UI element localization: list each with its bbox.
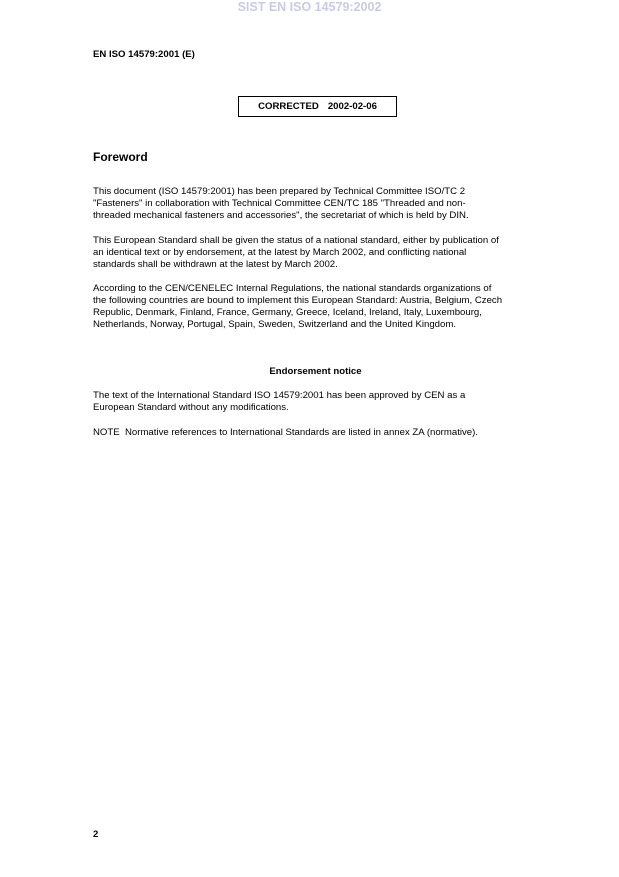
corrected-date: 2002-02-06 bbox=[327, 101, 377, 112]
text-line: European Standard without any modifications. bbox=[93, 402, 289, 413]
text-line: The text of the International Standard ISO 14579:2001 has been approved by CEN as a bbox=[93, 390, 466, 401]
text-line: standards shall be withdrawn at the latest by March 2002. bbox=[93, 259, 338, 270]
document-id: EN ISO 14579:2001 (E) bbox=[93, 49, 195, 60]
corrected-label: CORRECTED bbox=[258, 101, 319, 112]
corrected-stamp bbox=[238, 96, 397, 117]
section-title-endorsement: Endorsement notice bbox=[269, 366, 362, 377]
foreword-paragraph-2 bbox=[93, 235, 553, 271]
text-line: This European Standard shall be given the status of a national standard, either by publication of bbox=[93, 235, 499, 246]
text-line: threaded mechanical fasteners and accessories", the secretariat of which is held by DIN. bbox=[93, 210, 469, 221]
text-line: Netherlands, Norway, Portugal, Spain, Sweden, Switzerland and the United Kingdom. bbox=[93, 319, 456, 330]
text-line: Republic, Denmark, Finland, France, Germany, Greece, Iceland, Ireland, Italy, Luxembourg, bbox=[93, 307, 482, 318]
text-line: According to the CEN/CENELEC Internal Regulations, the national standards organizations of bbox=[93, 283, 492, 294]
watermark: SIST EN ISO 14579:2002 bbox=[237, 0, 382, 14]
text-line: "Fasteners" in collaboration with Technical Committee CEN/TC 185 "Threaded and non- bbox=[93, 198, 466, 209]
section-title-foreword: Foreword bbox=[93, 150, 148, 164]
foreword-paragraph-3 bbox=[93, 283, 553, 331]
text-line: NOTE Normative references to International Standards are listed in annex ZA (normative). bbox=[93, 427, 478, 438]
page-number: 2 bbox=[93, 829, 99, 840]
endorsement-note bbox=[93, 427, 553, 439]
text-line: an identical text or by endorsement, at the latest by March 2002, and conflicting national bbox=[93, 247, 467, 258]
endorsement-paragraph-1 bbox=[93, 390, 553, 414]
text-line: This document (ISO 14579:2001) has been prepared by Technical Committee ISO/TC 2 bbox=[93, 186, 466, 197]
foreword-paragraph-1 bbox=[93, 186, 553, 222]
text-line: the following countries are bound to implement this European Standard: Austria, Belgium, Czech bbox=[93, 295, 503, 306]
